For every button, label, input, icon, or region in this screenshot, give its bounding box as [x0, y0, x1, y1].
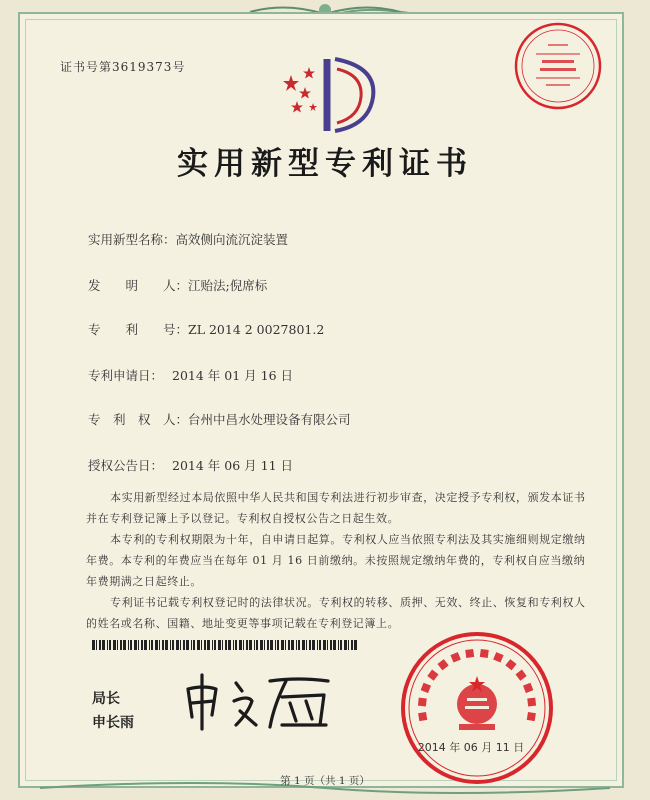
field-label: 发 明 人：	[88, 278, 189, 293]
field-patentee	[88, 410, 351, 428]
patent-office-logo	[275, 55, 385, 137]
body-paragraph-grant: 本实用新型经过本局依照中华人民共和国专利法进行初步审查，决定授予专利权，颁发本证书并在专利登记簿上予以登记。专利权自授权公告之日起生效。	[86, 491, 586, 525]
field-utility-model-name	[88, 230, 288, 248]
field-inventors	[88, 276, 267, 294]
field-value: 台州中昌水处理设备有限公司	[188, 412, 351, 427]
seal-date: 2014 年 06 月 11 日	[417, 741, 525, 754]
certificate-number: 证书号第3619373号	[60, 60, 186, 74]
field-application-date	[88, 366, 293, 384]
director-title: 局长	[92, 691, 120, 707]
barcode	[92, 640, 357, 650]
field-value: ZL 2014 2 0027801.2	[188, 322, 325, 337]
field-announcement-date	[88, 456, 293, 474]
agency-seal-stamp	[512, 20, 604, 112]
field-label: 专利申请日：	[88, 368, 164, 383]
director-signature	[178, 667, 338, 733]
sipo-official-seal	[397, 628, 557, 788]
director-name: 申长雨	[92, 715, 134, 731]
certificate-body	[86, 487, 586, 634]
field-value: 2014 年 06 月 11 日	[172, 458, 293, 473]
field-value: 高效侧向流沉淀装置	[175, 232, 289, 247]
field-label: 实用新型名称：	[88, 232, 176, 247]
field-label: 授权公告日：	[88, 458, 164, 473]
field-value: 2014 年 01 月 16 日	[172, 368, 293, 383]
certificate-title: 实用新型专利证书	[177, 146, 473, 182]
body-paragraph-term: 本专利的专利权期限为十年，自申请日起算。专利权人应当依照专利法及其实施细则规定缴纳年费。本专利的年费应当在每年 01 月 16 日前缴纳。未按照规定缴纳年费的，专利权自应当缴纳年费期满之日起终止。	[86, 533, 586, 588]
field-value: 江贻法;倪席标	[188, 278, 268, 293]
field-label: 专 利 权 人：	[88, 412, 189, 427]
field-patent-number	[88, 320, 324, 338]
body-paragraph-register: 专利证书记载专利权登记时的法律状况。专利权的转移、质押、无效、终止、恢复和专利权人的姓名或名称、国籍、地址变更等事项记载在专利登记簿上。	[86, 596, 586, 630]
field-label: 专 利 号：	[88, 322, 189, 337]
page-number: 第 1 页（共 1 页）	[280, 775, 370, 787]
